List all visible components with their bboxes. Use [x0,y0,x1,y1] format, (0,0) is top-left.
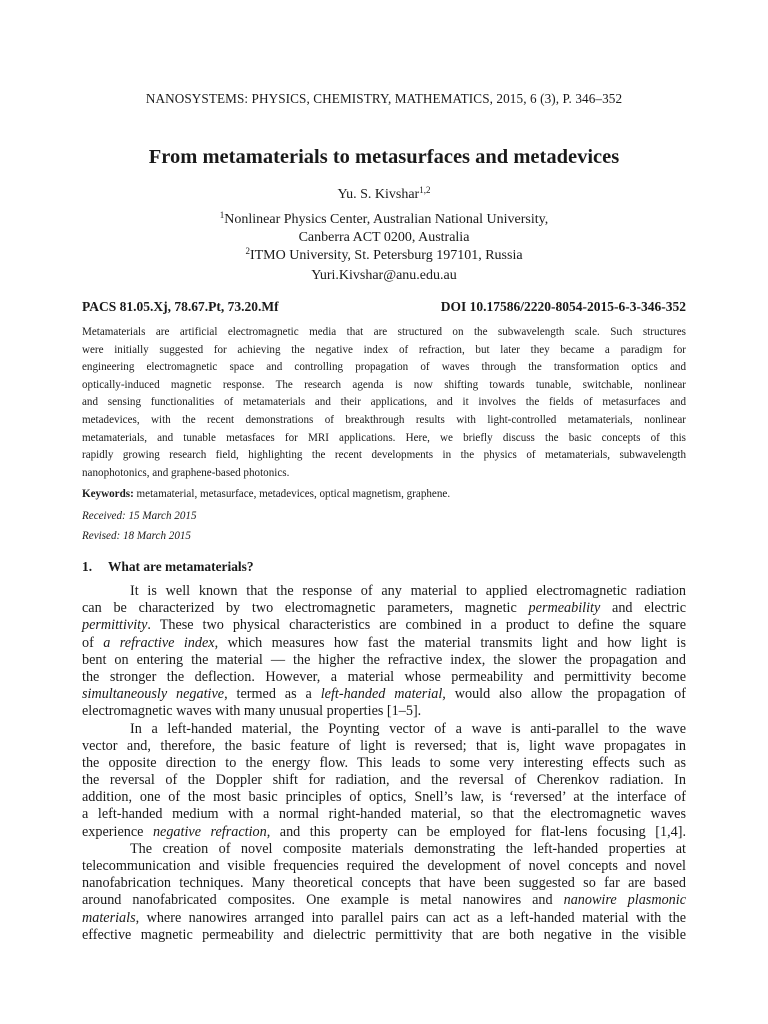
body-line: addition, one of the most basic principles of optics, Snell’s law, is ‘reversed’ at the interface of [82,789,686,806]
abstract-line: engineering electromagnetic space and controlling propagation of waves through the transformation optics and [82,361,686,374]
body-line: vector and, therefore, the basic feature of light is reversed; that is, light wave propagates in [82,737,686,754]
journal-header: NANOSYSTEMS: PHYSICS, CHEMISTRY, MATHEMATICS, 2015, 6 (3), P. 346–352 [145,91,623,106]
author-affil-sup: 1,2 [419,185,431,195]
abstract-line: optically-induced magnetic response. The research agenda is now shifting towards tunable, switchable, nonlinear [82,378,686,391]
section-number: 1. [82,559,93,574]
keywords-text: metamaterial, metasurface, metadevices, optical magnetism, graphene. [133,488,451,500]
affil-2-sup: 2 [245,246,250,256]
body-line: a left-handed medium with a normal right-handed material, so that the electromagnetic waves [82,806,686,823]
abstract-line: were initially suggested for achieving the negative index of refraction, but later they became a paradigm for [82,343,686,356]
author-line [0,187,768,203]
author-email[interactable]: Yuri.Kivshar@anu.edu.au [311,268,457,283]
keywords [82,488,450,500]
pacs-codes: PACS 81.05.Xj, 78.67.Pt, 73.20.Mf [82,299,279,314]
abstract-line: Metamaterials are artificial electromagnetic media that are structured on the subwavelength scale. Such structures [82,326,686,338]
doi[interactable]: DOI 10.17586/2220-8054-2015-6-3-346-352 [440,299,686,314]
body-line: permittivity. These two physical characteristics are combined in a product to define the square [82,617,686,634]
abstract-line: metadevices, with the recent demonstrations of breakthrough results with light-controlled metamaterials, nonlinear [82,413,686,426]
body-line: the stronger the deflection. However, a material whose permeability and permittivity become [82,668,686,685]
revised-date: Revised: 18 March 2015 [82,530,191,542]
body-line: the opposite direction to the energy flow. This leads to some very interesting effects such as [82,754,686,771]
body-line: can be characterized by two electromagnetic parameters, magnetic permeability and electric [82,600,686,617]
body-line: electromagnetic waves with many unusual properties [1–5]. [82,703,422,720]
paper-title: From metamaterials to metasurfaces and metadevices [148,146,620,168]
body-line: bent on entering the material — the higher the refractive index, the slower the propagation and [82,651,686,668]
body-line: experience negative refraction, and this property can be employed for flat-lens focusing [1,4]. [82,823,686,840]
body-line: simultaneously negative, termed as a left-handed material, would also allow the propagation of [82,686,686,703]
body-line: effective magnetic permeability and dielectric permittivity that are both negative in the visible [82,926,686,943]
abstract [82,324,686,482]
body-line: materials, where nanowires arranged into parallel pairs can act as a left-handed material with the [82,909,686,926]
affiliation-1-line-2: Canberra ACT 0200, Australia [298,230,470,245]
body-line: around nanofabricated composites. One example is metal nanowires and nanowire plasmonic [82,892,686,909]
body-line: nanofabrication techniques. Many theoretical concepts that have been suggested so far are based [82,875,686,892]
body-line: In a left-handed material, the Poynting vector of a wave is anti-parallel to the wave [130,720,686,737]
body-text [82,583,686,944]
body-line: of a refractive index, which measures how fast the material transmits light and how light is [82,634,686,651]
author-name: Yu. S. Kivshar [337,187,420,202]
abstract-line: rapidly growing research field, highlighting the recent developments in the physics of metamaterials, subwavelength [82,449,686,462]
affiliation-2: $^2$ITMO University, St. Petersburg 197101, Russia [245,246,523,263]
abstract-line: and sensing functionalities of metamaterials and their applications, and it involves the fields of metasurfaces and [82,396,686,409]
affiliation-1-line-1: $^1$Nonlinear Physics Center, Australian National University, [219,210,549,227]
section-heading [82,559,254,575]
abstract-line: metamaterials, and tunable metasfaces for MRI applications. Here, we briefly discuss the basic concepts of this [82,431,686,444]
body-line: The creation of novel composite materials demonstrating the left-handed properties at [130,840,686,857]
body-line: It is well known that the response of any material to applied electromagnetic radiation [130,583,686,599]
body-line: the reversal of the Doppler shift for radiation, and the reversal of Cherenkov radiation. In [82,772,686,789]
section-title: What are metamaterials? [108,559,254,574]
affil-1-sup: 1 [219,210,225,220]
keywords-label: Keywords: [82,488,134,500]
body-line: telecommunication and visible frequencies required the development of novel concepts and novel [82,858,686,874]
received-date: Received: 15 March 2015 [82,510,197,522]
abstract-line: nanophotonics, and graphene-based photonics. [82,466,290,479]
